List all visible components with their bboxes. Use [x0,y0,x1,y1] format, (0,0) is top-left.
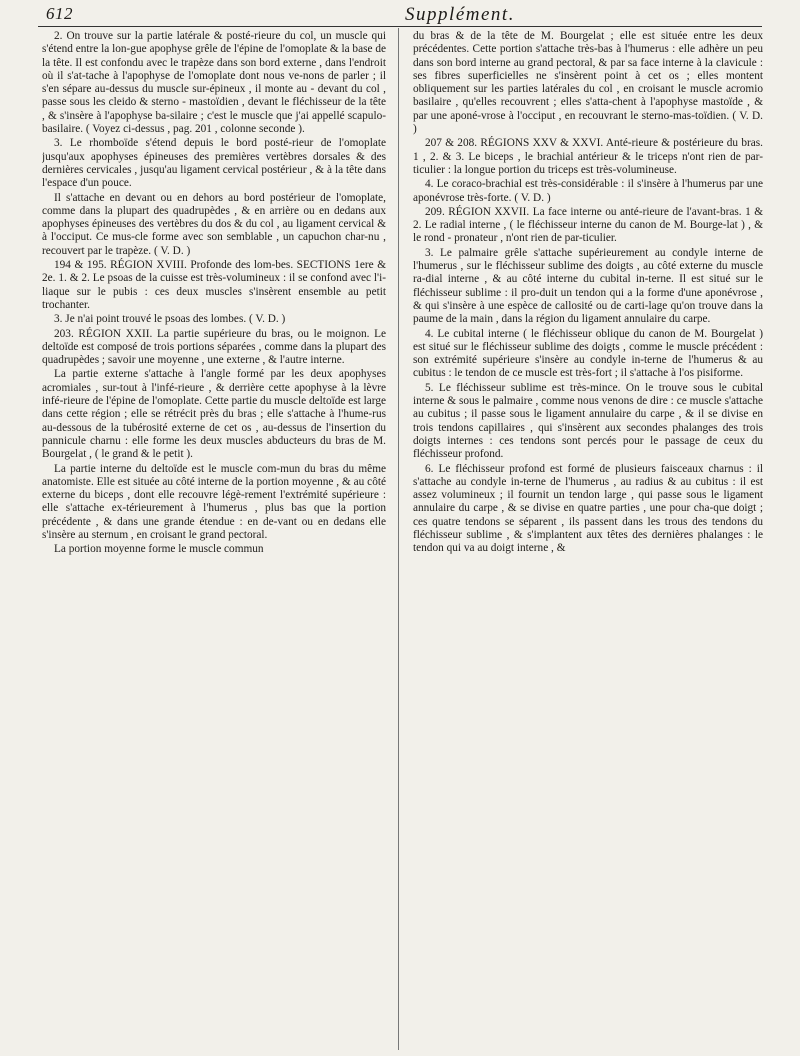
paragraph: La partie externe s'attache à l'angle formé par les deux apophyses acromiales , sur-tout à l'infé-rieure , & derrière cette apophyse à la lèvre infé-rieure de l'épine de l'omoplate. Cette partie du muscle deltoïde est large dans cette région ; elle se rétrécit près du bras ; elle s'attache à l'hume-rus au-dessous de la tubérosité externe de cet os , au-dessus de l'insertion du pannicule charnu : elle forme les deux muscles abducteurs du bras de M. Bourgelat , ( le grand & le petit ). [42,368,386,461]
header-rule [38,26,762,27]
paragraph: 4. Le coraco-brachial est très-considérable : il s'insère à l'humerus par une aponévrose très-forte. ( V. D. ) [413,178,763,204]
paragraph: La partie interne du deltoïde est le muscle com-mun du bras du même anatomiste. Elle est située au côté interne de la portion moyenne , & au côté externe du biceps , dont elle recouvre légè-rement l'extrémité supérieure : elle s'attache ex-térieurement à l'humerus , plus bas que la portion précédente , & dans une grande étendue : en de-vant ou en dedans elle s'insère au sternum , en croisant le grand pectoral. [42,462,386,541]
paragraph: Il s'attache en devant ou en dehors au bord postérieur de l'omoplate, comme dans la plupart des quadrupèdes , & en arrière ou en dedans aux apophyses épineuses des vertèbres du dos & du col , au ligament cervical & à l'occiput. Ce mus-cle forme avec son semblable , un capuchon char-nu , recouvert par le trapèze. ( V. D. ) [42,191,386,257]
paragraph: 209. RÉGION XXVII. La face interne ou anté-rieure de l'avant-bras. 1 & 2. Le radial interne , ( le fléchisseur interne du canon de M. Bourge-lat ) , & le rond - pronateur , n'ont rien de par-ticulier. [413,205,763,245]
left-column [42,30,386,1048]
right-column [413,30,763,1048]
paragraph: 6. Le fléchisseur profond est formé de plusieurs faisceaux charnus : il s'attache au condyle in-terne de l'humerus , au radius & au cubitus : il est assez volumineux ; il fournit un tendon large , qui passe sous le ligament annulaire du carpe , & se divise en quatre parties , une pour cha-que doigt ; ces quatre tendons se séparent , ils passent dans les trous des tendons du fléchisseur sublime , & s'implantent aux têtes des dernières phalanges : le tendon qui va au doigt interne , & [413,462,763,555]
page-number: 612 [46,4,73,23]
paragraph: 203. RÉGION XXII. La partie supérieure du bras, ou le moignon. Le deltoïde est composé de trois portions séparées , comme dans la plupart des quadrupèdes ; savoir une moyenne , une externe , & l'autre interne. [42,327,386,367]
paragraph: 194 & 195. RÉGION XVIII. Profonde des lom-bes. SECTIONS 1ere & 2e. 1. & 2. Le psoas de la cuisse est très-volumineux : il se confond avec l'i-liaque sur le pubis : ces deux muscles s'insèrent ensemble au petit trochanter. [42,259,386,311]
paragraph: 4. Le cubital interne ( le fléchisseur oblique du canon de M. Bourgelat ) est situé sur le fléchisseur sublime des doigts , comme le muscle précédent : son extrémité supérieure s'insère au condyle in-terne de l'humerus & au cubitus : le tendon de ce muscle est très-fort ; il s'attache à l'os pisiforme. [413,327,763,380]
paragraph: La portion moyenne forme le muscle commun [54,543,264,556]
paragraph: 2. On trouve sur la partie latérale & posté-rieure du col, un muscle qui s'étend entre la lon-gue apophyse grêle de l'épine de l'omoplate & la base de la tête. Il est confondu avec le trapèze dans son bord externe , dans l'endroit où il s'at-tache à l'apophyse de l'omoplate dont nous ve-nons de parler ; il s'en sépare au-dessus du muscle sur-épineux , il monte au - devant du col , passe sous les cleido & sterno - mastoïdien , devant le fléchisseur de la tête , & s'insère à l'apophyse ba-silaire ; c'est le muscle que j'ai appellé scapulo-basilaire. ( Voyez ci-dessus , pag. 201 , colonne seconde ). [42,30,386,136]
paragraph: du bras & de la tête de M. Bourgelat ; elle est située entre les deux précédentes. Cette portion s'attache très-bas à l'humerus : elle adhère un peu dans son bord interne au grand pectoral, & par sa face interne à la clavicule : ses fibres superficielles ne s'insèrent point à cet os ; elles montent obliquement sur les parties latérales du col , en croisant le muscle acromio basilaire , qu'elles recouvrent ; elles s'atta-chent à l'apophyse mastoïde , & par une aponé-vrose à l'occiput , en recouvrant le sterno-mas-toïdien. ( V. D. ) [413,30,763,136]
paragraph: 3. Je n'ai point trouvé le psoas des lombes. ( V. D. ) [54,313,286,326]
paragraph: 5. Le fléchisseur sublime est très-mince. On le trouve sous le cubital interne & sous le palmaire , comme nous venons de dire : ce muscle s'attache au cubitus ; il passe sous le ligament annulaire du carpe , & il se divise en trois tendons capillaires , qui s'insèrent aux secondes phalanges des trois doigts internes : ces tendons sont percés pour le passage de ceux du fléchisseur profond. [413,381,763,461]
paragraph: 3. Le palmaire grêle s'attache supérieurement au condyle interne de l'humerus , sur le fléchisseur sublime des doigts , au côté externe du muscle ra-dial interne , & au côté interne du cubital in-terne. Il est situé sur le fléchisseur sublime : il pro-duit un tendon qui a la forme d'une aponévrose , & qui s'insère à une espèce de callosité ou de carti-lage qu'on trouve dans la paume de la main , dans la région du ligament annulaire du carpe. [413,246,763,326]
running-title: Supplément. [405,4,515,25]
column-divider [398,28,399,1050]
paragraph: 3. Le rhomboïde s'étend depuis le bord posté-rieur de l'omoplate jusqu'aux apophyses épineuses des premières vertèbres dorsales & des dernières cervicales , jusqu'au ligament cervical postérieur , & à la tête dans l'espace d'un pouce. [42,137,386,190]
paragraph: 207 & 208. RÉGIONS XXV & XXVI. Anté-rieure & postérieure du bras. 1 , 2. & 3. Le biceps , le brachial antérieur & le triceps n'ont rien de par-ticulier : la longue portion du triceps est très-volumineuse. [413,137,763,176]
